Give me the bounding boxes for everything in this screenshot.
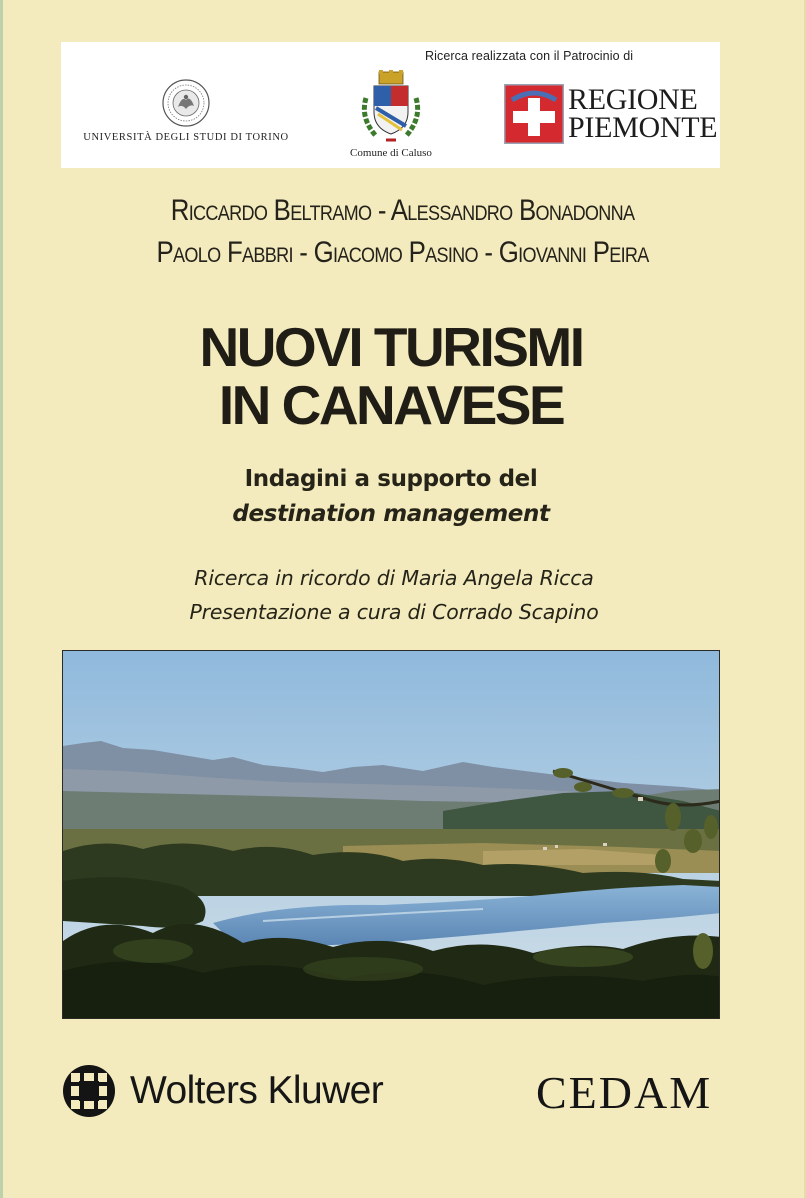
wolters-kluwer-name: Wolters Kluwer [130,1069,384,1112]
cedam-logo: CEDAM [536,1067,713,1118]
dedication-line-2: Presentazione a cura di Corrado Scapino [189,600,599,624]
region-name-line1: REGIONE [568,83,698,116]
sponsor-banner [61,42,720,168]
authors-line-2: Paolo Fabbri - Giacomo Pasino - Giovanni Peira [156,236,649,269]
subtitle-line-2: destination management [232,501,550,527]
regione-piemonte-logo [504,82,717,146]
university-logo [76,78,296,143]
wolters-kluwer-logo [62,1064,383,1118]
region-name [568,83,718,144]
subtitle-line-1: Indagini a supporto del [244,466,538,492]
patronage-text: Ricerca realizzata con il Patrocinio di [425,49,634,63]
region-name-line2: PIEMONTE [568,111,718,144]
book-subtitle [0,462,782,532]
author-list [56,190,749,274]
caluso-crest-icon [356,70,426,146]
title-line-2: IN CANAVESE [218,374,564,436]
dedication-line-1: Ricerca in ricordo di Maria Angela Ricca [194,566,594,590]
cover-photo [62,650,720,1019]
university-name: UNIVERSITÀ DEGLI STUDI DI TORINO [83,132,289,143]
book-title [0,318,782,434]
municipality-name: Comune di Caluso [350,147,432,159]
authors-line-1: Riccardo Beltramo - Alessandro Bonadonna [170,194,635,227]
university-seal-icon [161,78,211,128]
dedication-block [0,561,788,629]
regione-piemonte-logo-icon [504,84,564,144]
municipality-logo [341,70,441,159]
landscape-photo [63,651,720,1019]
title-line-1: NUOVI TURISMI [199,316,583,378]
wolters-kluwer-logo-icon [62,1064,116,1118]
